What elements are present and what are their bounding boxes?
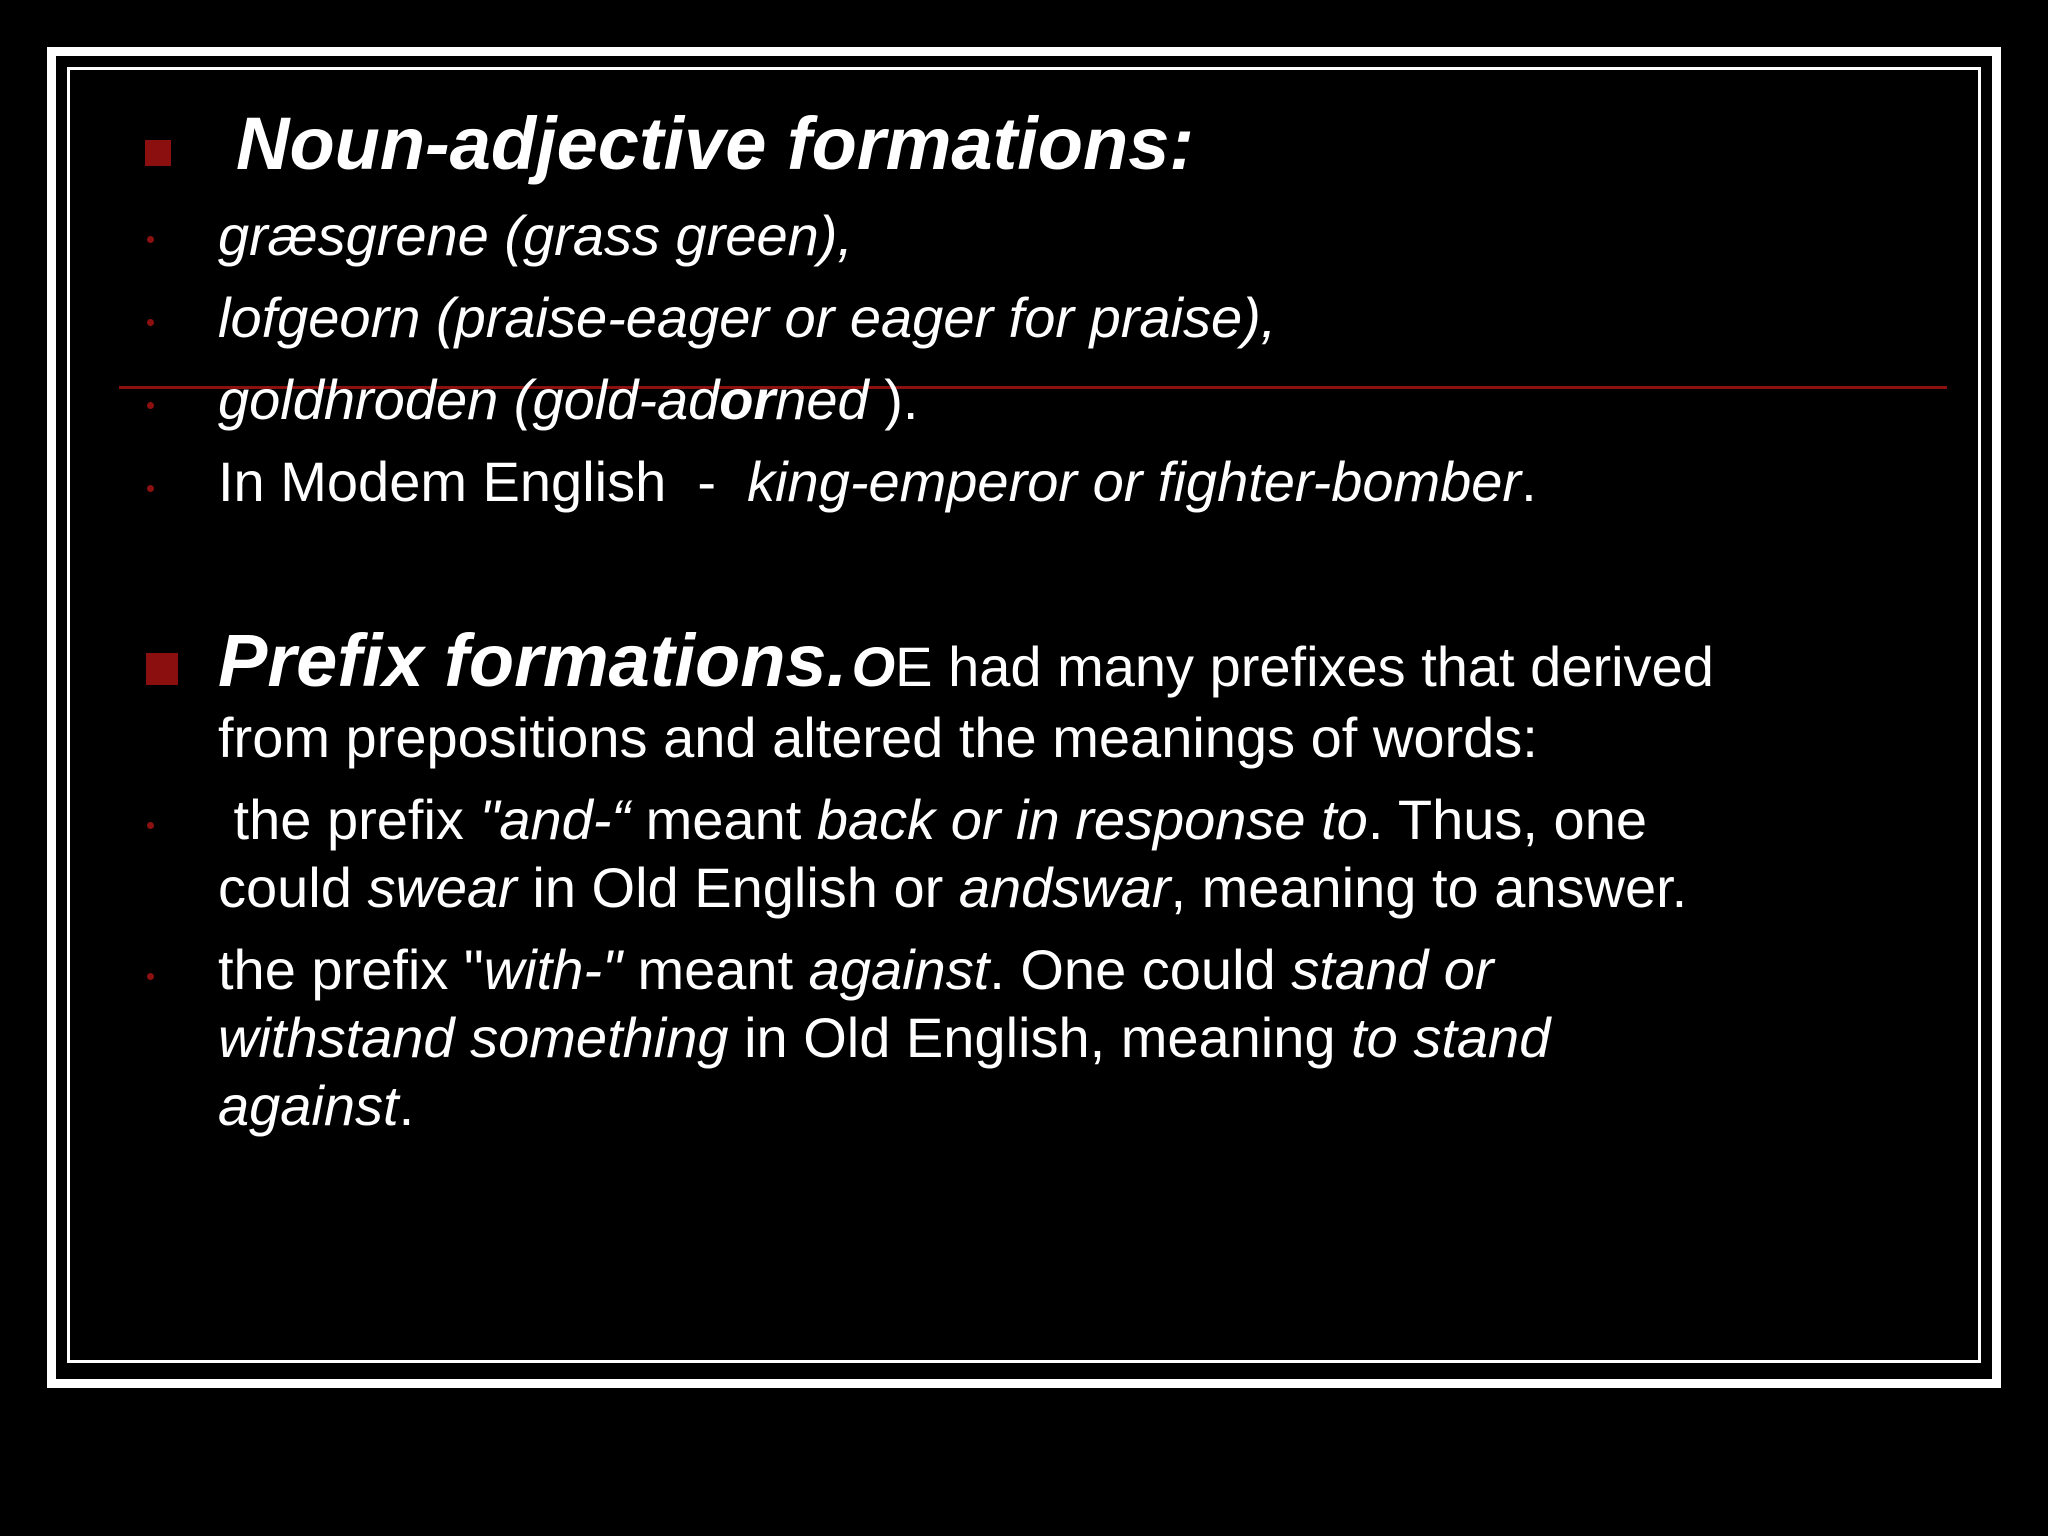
item-text: . Thus, one: [1367, 788, 1647, 851]
item-word: lofgeorn: [218, 286, 421, 349]
item-text: the prefix: [218, 788, 480, 851]
item-text: in Old English or: [516, 856, 959, 919]
section1-heading: Noun-adjective formations:: [236, 102, 1194, 185]
section2-lead: E had many prefixes that derived: [895, 635, 1714, 698]
item-text-bold: or: [719, 368, 776, 431]
item-text-italic: to stand: [1351, 1006, 1551, 1069]
list-item: [218, 204, 853, 267]
item-text: goldhroden (gold-ad: [218, 368, 720, 431]
dot-bullet-icon: [147, 402, 154, 409]
dot-bullet-icon: [147, 236, 154, 243]
list-item: [218, 938, 1494, 1001]
section2-lead-letter: O: [851, 635, 896, 698]
item-gloss: (grass green),: [504, 204, 853, 267]
item-text-italic: stand or: [1291, 938, 1494, 1001]
item-text: .: [1521, 450, 1537, 513]
item-text: in Old English, meaning: [728, 1006, 1352, 1069]
item-text: meant: [630, 788, 817, 851]
list-item-continuation: [218, 856, 1688, 919]
section2-heading-line: [218, 619, 1714, 702]
square-bullet-icon: [146, 653, 178, 685]
item-text: the prefix ": [218, 938, 484, 1001]
item-text-italic: against: [808, 938, 990, 1001]
item-text-italic: against: [218, 1074, 399, 1137]
dot-bullet-icon: [147, 973, 154, 980]
item-text: In Modem English -: [218, 450, 748, 513]
list-item: [218, 788, 1647, 851]
item-text-italic: "and-“: [479, 788, 631, 851]
item-text: .: [398, 1074, 415, 1137]
dot-bullet-icon: [147, 485, 154, 492]
item-text-italic: swear: [367, 856, 517, 919]
item-gloss: (praise-eager or eager for praise),: [435, 286, 1277, 349]
list-item: [218, 368, 919, 431]
item-text-italic: with-": [483, 938, 622, 1001]
item-word: græsgrene: [218, 204, 489, 267]
section2-heading: Prefix formations.: [218, 619, 848, 702]
item-text-italic: withstand something: [218, 1006, 729, 1069]
item-text: , meaning to answer.: [1170, 856, 1688, 919]
item-text: ).: [868, 368, 919, 431]
item-text-italic: back or in response to: [816, 788, 1368, 851]
square-bullet-icon: [145, 140, 171, 166]
dot-bullet-icon: [147, 319, 154, 326]
section2-line2: from prepositions and altered the meanings of words:: [218, 706, 1538, 769]
item-text: ned: [775, 368, 869, 431]
dot-bullet-icon: [147, 822, 154, 829]
item-text-italic: andswar: [958, 856, 1171, 919]
list-item: [218, 286, 1277, 349]
item-text: meant: [621, 938, 809, 1001]
list-item: [218, 450, 1537, 513]
item-text: could: [218, 856, 368, 919]
item-text: . One could: [989, 938, 1292, 1001]
item-text-italic: king-emperor or fighter-bomber: [747, 450, 1522, 513]
list-item-continuation: [218, 1074, 415, 1137]
list-item-continuation: [218, 1006, 1551, 1069]
